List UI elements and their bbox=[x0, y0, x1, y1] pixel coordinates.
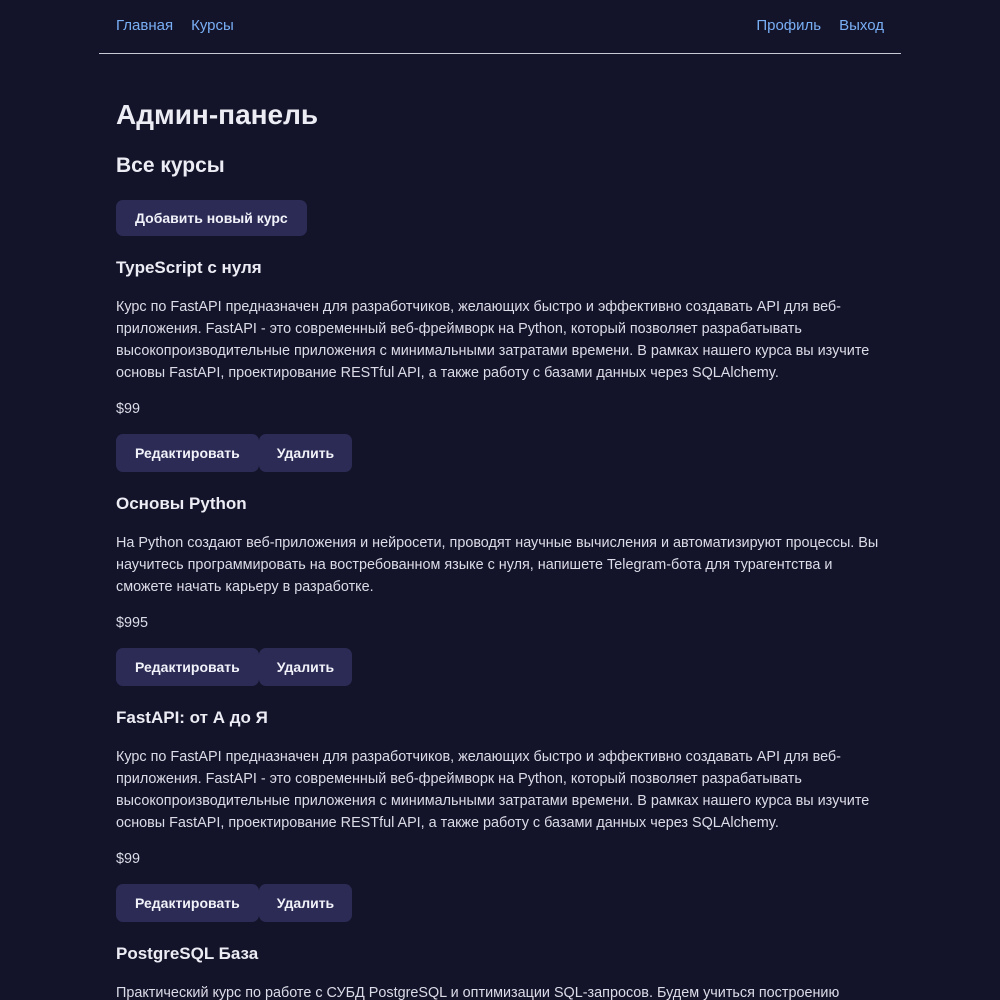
course-title: TypeScript с нуля bbox=[116, 258, 262, 277]
top-navbar bbox=[99, 0, 901, 54]
add-course-button[interactable]: Добавить новый курс bbox=[116, 200, 307, 236]
course-card bbox=[116, 257, 884, 472]
course-price: $99 bbox=[116, 851, 141, 867]
edit-course-button[interactable]: Редактировать bbox=[116, 434, 259, 472]
course-actions bbox=[116, 434, 884, 472]
course-description: Курс по FastAPI предназначен для разработчиков, желающих быстро и эффективно создавать API для веб-приложения. FastAPI - это современный веб-фреймворк на Python, который позволяет разрабатывать высокопроизводительные приложения с минимальными затратами времени. В рамках нашего курса вы изучите основы FastAPI, проектирование RESTful API, а также работу с базами данных через SQLAlchemy. bbox=[116, 299, 870, 381]
main-content bbox=[99, 98, 901, 1000]
section-title: Все курсы bbox=[116, 154, 225, 177]
page-container bbox=[99, 0, 901, 1000]
nav-link-profile[interactable]: Профиль bbox=[756, 17, 822, 34]
nav-link-home[interactable]: Главная bbox=[116, 17, 174, 34]
course-description: На Python создают веб-приложения и нейросети, проводят научные вычисления и автоматизируют процессы. Вы научитесь программировать на востребованном языке с нуля, напишете Telegram-бота для турагентства и сможете начать карьеру в разработке. bbox=[116, 535, 879, 595]
page-title: Админ-панель bbox=[116, 99, 319, 130]
nav-link-courses[interactable]: Курсы bbox=[191, 17, 234, 34]
course-actions bbox=[116, 648, 884, 686]
course-actions bbox=[116, 884, 884, 922]
nav-right bbox=[756, 17, 884, 34]
course-title: Основы Python bbox=[116, 494, 247, 513]
course-title: PostgreSQL База bbox=[116, 944, 259, 963]
nav-link-logout[interactable]: Выход bbox=[839, 17, 884, 34]
course-card bbox=[116, 943, 884, 1000]
edit-course-button[interactable]: Редактировать bbox=[116, 648, 259, 686]
edit-course-button[interactable]: Редактировать bbox=[116, 884, 259, 922]
delete-course-button[interactable]: Удалить bbox=[259, 884, 352, 922]
course-card bbox=[116, 493, 884, 686]
course-description: Практический курс по работе с СУБД PostgreSQL и оптимизации SQL-запросов. Будем учиться построению bbox=[116, 985, 840, 1000]
course-price: $99 bbox=[116, 401, 141, 417]
course-title: FastAPI: от А до Я bbox=[116, 708, 268, 727]
delete-course-button[interactable]: Удалить bbox=[259, 648, 352, 686]
nav-left bbox=[116, 17, 234, 34]
course-description: Курс по FastAPI предназначен для разработчиков, желающих быстро и эффективно создавать API для веб-приложения. FastAPI - это современный веб-фреймворк на Python, который позволяет разрабатывать высокопроизводительные приложения с минимальными затратами времени. В рамках нашего курса вы изучите основы FastAPI, проектирование RESTful API, а также работу с базами данных через SQLAlchemy. bbox=[116, 749, 870, 831]
course-card bbox=[116, 707, 884, 922]
course-price: $995 bbox=[116, 615, 149, 631]
delete-course-button[interactable]: Удалить bbox=[259, 434, 352, 472]
